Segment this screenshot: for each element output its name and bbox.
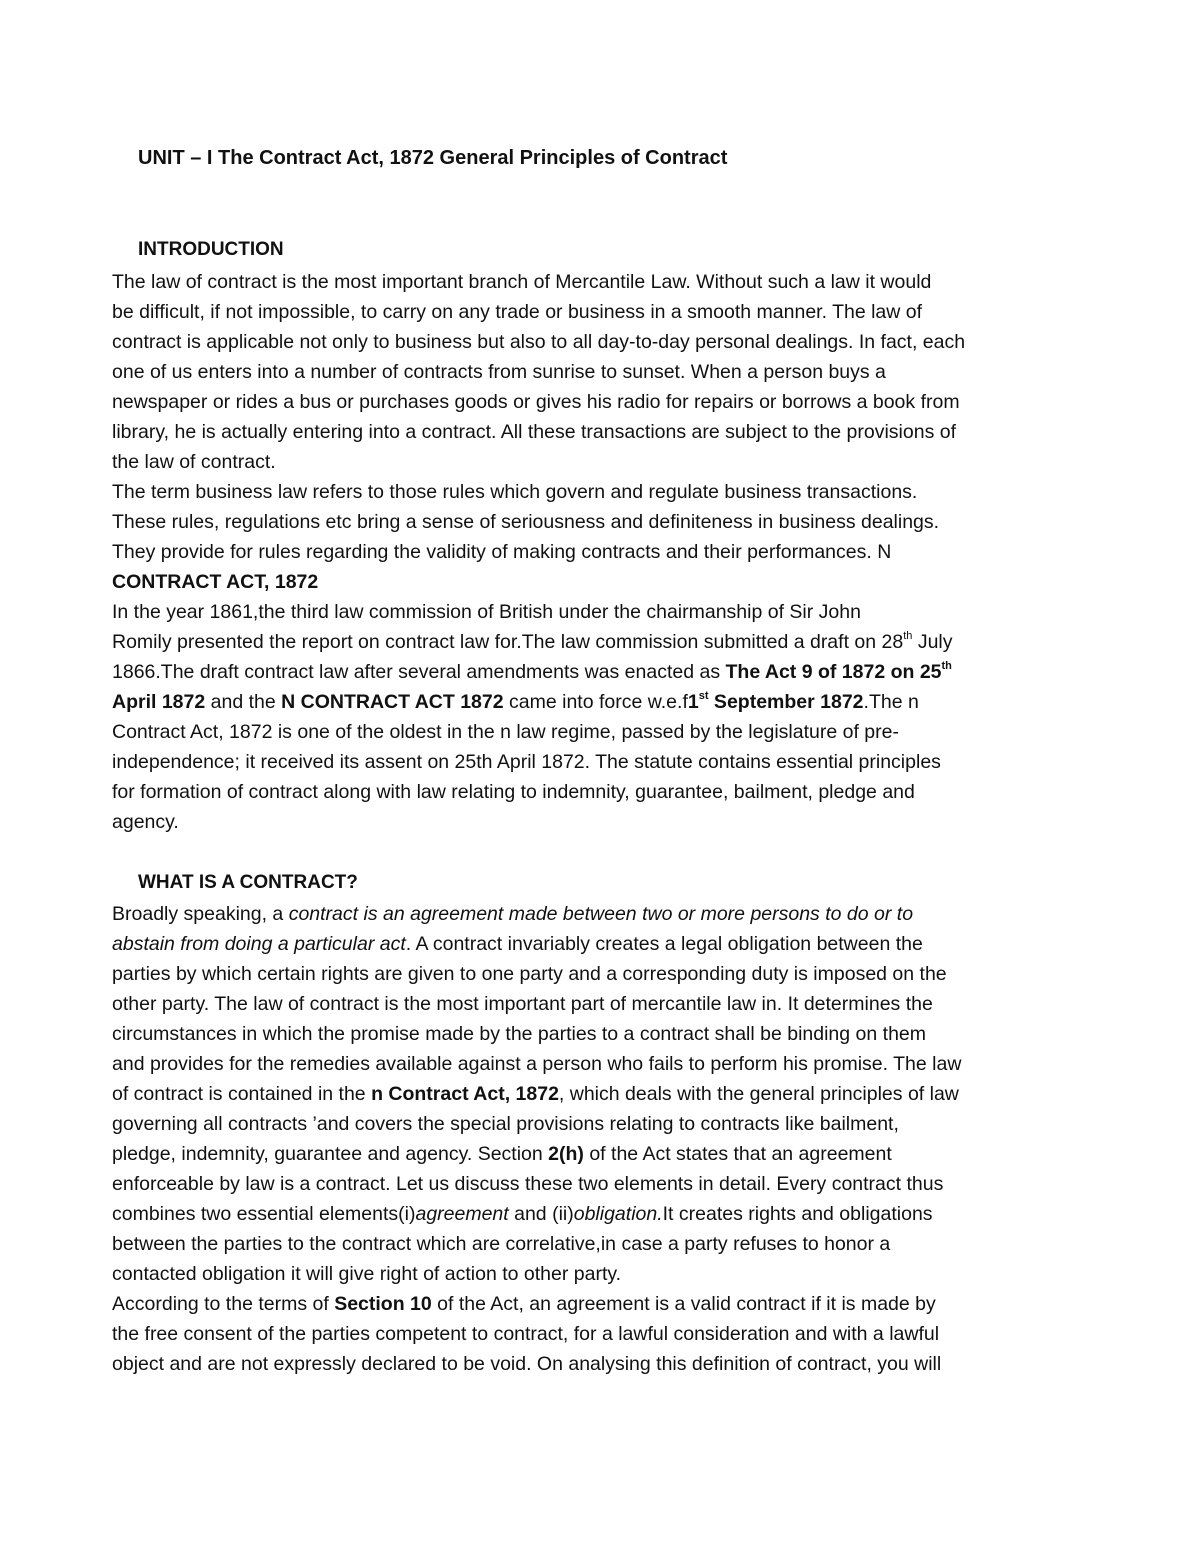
paragraph-line: newspaper or rides a bus or purchases goods or gives his radio for repairs or borrows a book from	[112, 391, 960, 413]
heading-what-is-a-contract: WHAT IS A CONTRACT?	[138, 872, 358, 893]
paragraph-line: and provides for the remedies available against a person who fails to perform his promise. The law	[112, 1053, 962, 1075]
paragraph-line: one of us enters into a number of contracts from sunrise to sunset. When a person buys a	[112, 361, 886, 383]
paragraph-line: governing all contracts ’and covers the special provisions relating to contracts like bailment,	[112, 1113, 899, 1135]
paragraph-line: the free consent of the parties competent to contract, for a lawful consideration and with a lawful	[112, 1323, 940, 1345]
paragraph-line: for formation of contract along with law relating to indemnity, guarantee, bailment, pledge and	[112, 781, 915, 803]
paragraph-line: independence; it received its assent on 25th April 1872. The statute contains essential principles	[112, 751, 941, 773]
paragraph-line: circumstances in which the promise made by the parties to a contract shall be binding on them	[112, 1023, 927, 1045]
paragraph-line: contacted obligation it will give right of action to other party.	[112, 1263, 622, 1285]
introduction-paragraph	[112, 267, 1102, 567]
paragraph-line: Romily presented the report on contract law for.The law commission submitted a draft on 28th July	[112, 630, 953, 653]
contract-act-section	[112, 567, 1102, 837]
paragraph-line: enforceable by law is a contract. Let us discuss these two elements in detail. Every contract thus	[112, 1173, 944, 1195]
paragraph-line: other party. The law of contract is the most important part of mercantile law in. It determines the	[112, 993, 933, 1015]
paragraph-line: the law of contract.	[112, 451, 276, 473]
paragraph-line: parties by which certain rights are given to one party and a corresponding duty is imposed on the	[112, 963, 947, 985]
paragraph-line: The term business law refers to those rules which govern and regulate business transactions.	[112, 481, 918, 503]
paragraph-line: agency.	[112, 811, 179, 833]
paragraph-line: They provide for rules regarding the validity of making contracts and their performances. N	[112, 541, 892, 563]
paragraph-line: The law of contract is the most important branch of Mercantile Law. Without such a law it would	[112, 271, 932, 293]
paragraph-line: Contract Act, 1872 is one of the oldest in the n law regime, passed by the legislature of pre-	[112, 721, 899, 743]
paragraph-line: In the year 1861,the third law commission of British under the chairmanship of Sir John	[112, 601, 861, 623]
document-title: UNIT – I The Contract Act, 1872 General Principles of Contract	[138, 147, 728, 169]
paragraph-line: object and are not expressly declared to be void. On analysing this definition of contract, you will	[112, 1353, 942, 1375]
paragraph-line: Broadly speaking, a contract is an agreement made between two or more persons to do or to	[112, 903, 914, 925]
heading-introduction: INTRODUCTION	[138, 239, 284, 260]
paragraph-line: abstain from doing a particular act. A contract invariably creates a legal obligation between the	[112, 933, 923, 955]
heading-contract-act: CONTRACT ACT, 1872	[112, 571, 319, 593]
paragraph-line: April 1872 and the N CONTRACT ACT 1872 came into force w.e.f1st September 1872.The n	[112, 690, 919, 713]
paragraph-line: These rules, regulations etc bring a sense of seriousness and definiteness in business dealings.	[112, 511, 940, 533]
paragraph-line: According to the terms of Section 10 of the Act, an agreement is a valid contract if it is made by	[112, 1293, 936, 1315]
paragraph-line: be difficult, if not impossible, to carry on any trade or business in a smooth manner. The law of	[112, 301, 923, 323]
paragraph-line: contract is applicable not only to business but also to all day-to-day personal dealings. In fact, each	[112, 331, 966, 353]
paragraph-line: library, he is actually entering into a contract. All these transactions are subject to the provisions of	[112, 421, 956, 443]
paragraph-line: pledge, indemnity, guarantee and agency. Section 2(h) of the Act states that an agreement	[112, 1143, 892, 1165]
paragraph-line: between the parties to the contract which are correlative,in case a party refuses to honor a	[112, 1233, 891, 1255]
paragraph-line: combines two essential elements(i)agreement and (ii)obligation.It creates rights and obligations	[112, 1203, 933, 1225]
paragraph-line: 1866.The draft contract law after several amendments was enacted as The Act 9 of 1872 on 25th	[112, 660, 952, 683]
paragraph-line: of contract is contained in the n Contract Act, 1872, which deals with the general principles of law	[112, 1083, 959, 1105]
what-is-contract-paragraph	[112, 899, 1102, 1379]
